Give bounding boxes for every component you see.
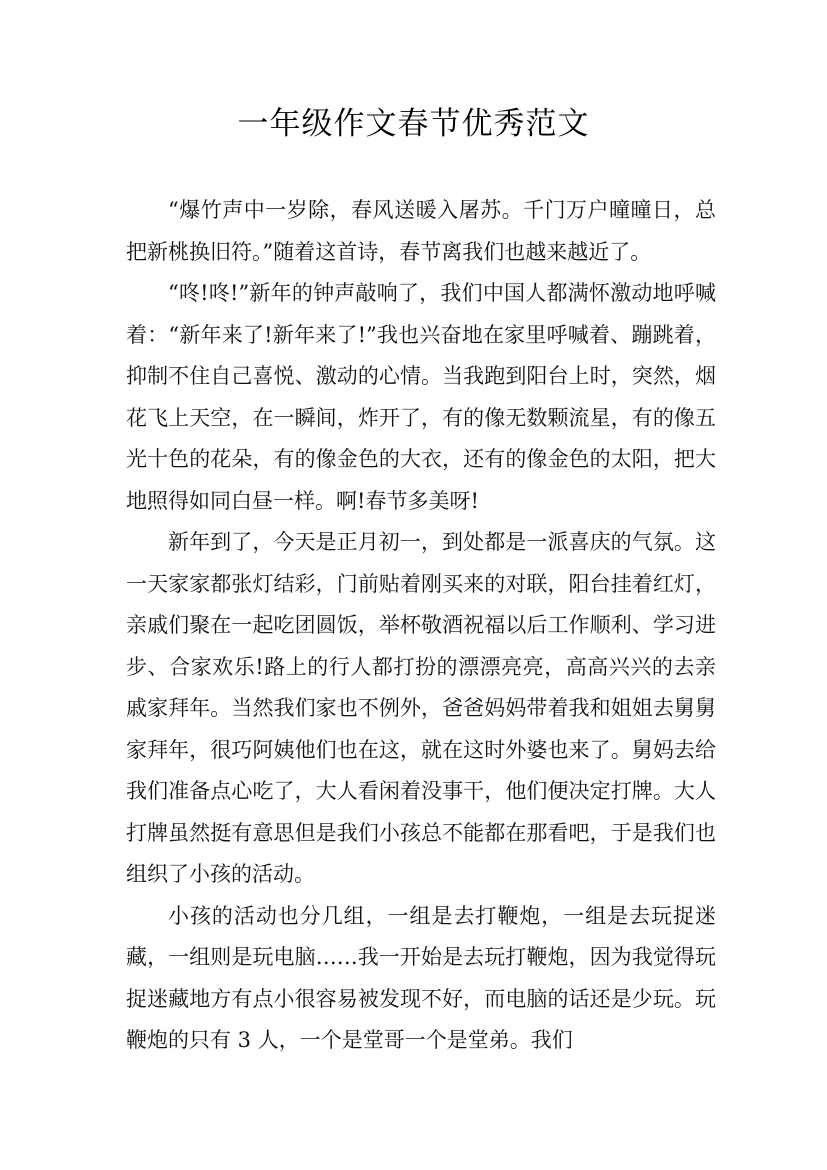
paragraph-1: “爆竹声中一岁除，春风送暖入屠苏。千门万户曈曈日，总把新桃换旧符。”随着这首诗，春节离我们也越来越近了。 [126, 198, 716, 264]
document-body [126, 190, 716, 1062]
paragraph-3: 新年到了，今天是正月初一，到处都是一派喜庆的气氛。这一天家家都张灯结彩，门前贴着刚买来的对联，阳台挂着红灯，亲戚们聚在一起吃团圆饭，举杯敬酒祝福以后工作顺利、学习进步、合家欢乐!路上的行人都打扮的漂漂亮亮，高高兴兴的去亲戚家拜年。当然我们家也不例外，爸爸妈妈带着我和姐姐去舅舅家拜年，很巧阿姨他们也在这，就在这时外婆也来了。舅妈去给我们准备点心吃了，大人看闲着没事干，他们便决定打牌。大人打牌虽然挺有意思但是我们小孩总不能都在那看吧，于是我们也组织了小孩的活动。 [126, 530, 716, 886]
paragraph-4: 小孩的活动也分几组，一组是去打鞭炮，一组是去玩捉迷藏，一组则是玩电脑……我一开始是去玩打鞭炮，因为我觉得玩捉迷藏地方有点小很容易被发现不好，而电脑的话还是少玩。玩鞭炮的只有 3 人，一个是堂哥一个是堂弟。我们 [126, 903, 716, 1052]
paragraph-2: “咚!咚!”新年的钟声敲响了，我们中国人都满怀激动地呼喊着：“新年来了!新年来了!”我也兴奋地在家里呼喊着、蹦跳着，抑制不住自己喜悦、激动的心情。当我跑到阳台上时，突然，烟花飞上天空，在一瞬间，炸开了，有的像无数颗流星，有的像五光十色的花朵，有的像金色的大衣，还有的像金色的太阳，把大地照得如同白昼一样。啊!春节多美呀! [126, 281, 716, 513]
document-title: 一年级作文春节优秀范文 [237, 106, 590, 142]
